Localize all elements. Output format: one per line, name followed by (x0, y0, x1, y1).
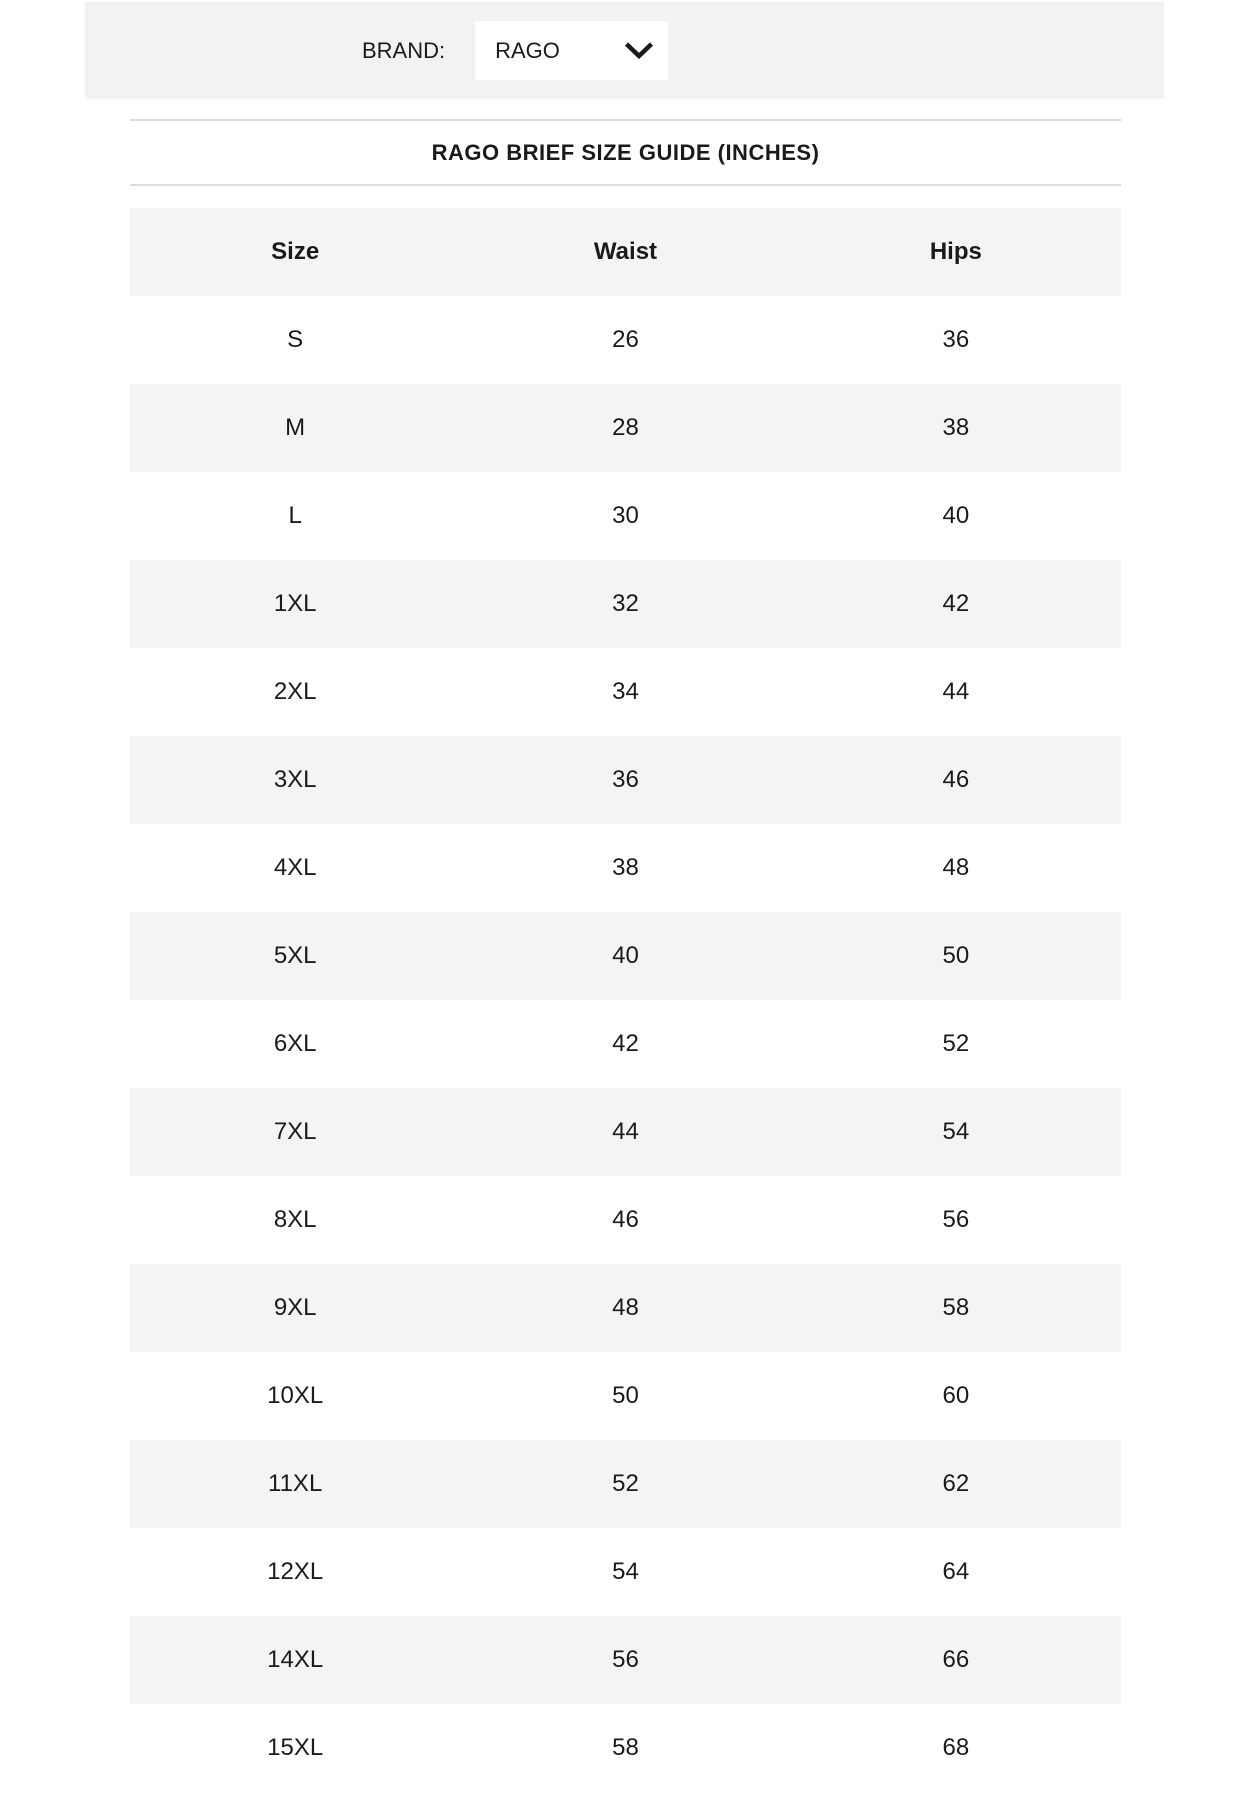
table-row (130, 824, 1121, 912)
chevron-down-icon (624, 42, 654, 59)
size-table-body (130, 296, 1121, 1792)
size-cell: 6XL (273, 1030, 317, 1057)
size-cell: 14XL (267, 1646, 324, 1673)
waist-cell: 44 (612, 1118, 639, 1145)
hips-cell: 54 (942, 1118, 970, 1145)
brand-label: BRAND: (362, 37, 446, 63)
table-row (130, 1440, 1121, 1528)
table-row (130, 1088, 1121, 1176)
size-cell: 9XL (273, 1294, 317, 1321)
size-cell: S (287, 326, 304, 353)
hips-cell: 64 (942, 1558, 970, 1585)
column-header-waist: Waist (460, 208, 790, 296)
brand-select[interactable] (475, 21, 668, 80)
hips-cell: 50 (942, 942, 970, 969)
column-header-size: Size (130, 208, 460, 296)
table-row (130, 648, 1121, 736)
hips-cell: 40 (942, 502, 970, 529)
table-row (130, 1264, 1121, 1352)
hips-cell: 66 (942, 1646, 970, 1673)
table-row (130, 736, 1121, 824)
waist-cell: 32 (612, 590, 639, 617)
waist-cell: 26 (612, 326, 639, 353)
hips-cell: 56 (942, 1206, 970, 1233)
waist-cell: 52 (612, 1470, 639, 1497)
hips-cell: 42 (942, 590, 970, 617)
hips-cell: 60 (942, 1382, 970, 1409)
table-row (130, 1000, 1121, 1088)
size-cell: 15XL (267, 1734, 324, 1761)
hips-cell: 48 (942, 854, 970, 881)
size-cell: 4XL (273, 854, 317, 881)
table-row (130, 472, 1121, 560)
waist-cell: 56 (612, 1646, 639, 1673)
waist-cell: 48 (612, 1294, 639, 1321)
table-row (130, 384, 1121, 472)
size-cell: M (285, 414, 306, 441)
waist-cell: 42 (612, 1030, 639, 1057)
brand-bar (85, 2, 1164, 99)
table-row (130, 1528, 1121, 1616)
table-row (130, 560, 1121, 648)
hips-cell: 52 (942, 1030, 970, 1057)
waist-cell: 50 (612, 1382, 639, 1409)
hips-cell: 38 (942, 414, 970, 441)
hips-cell: 58 (942, 1294, 970, 1321)
size-cell: 1XL (273, 590, 317, 617)
size-cell: 7XL (273, 1118, 317, 1145)
table-row (130, 912, 1121, 1000)
size-cell: 11XL (268, 1470, 323, 1497)
table-row (130, 1176, 1121, 1264)
size-cell: 2XL (273, 678, 317, 705)
waist-cell: 54 (612, 1558, 639, 1585)
hips-cell: 36 (942, 326, 970, 353)
brand-select-value: RAGO (495, 37, 560, 63)
waist-cell: 28 (612, 414, 639, 441)
column-header-hips: Hips (791, 208, 1121, 296)
size-cell: 10XL (267, 1382, 324, 1409)
hips-cell: 62 (942, 1470, 970, 1497)
size-cell: 3XL (273, 766, 317, 793)
size-cell: 8XL (273, 1206, 317, 1233)
waist-cell: 58 (612, 1734, 639, 1761)
table-row (130, 296, 1121, 384)
waist-cell: 36 (612, 766, 639, 793)
size-guide-table-container (130, 208, 1121, 1792)
waist-cell: 40 (612, 942, 639, 969)
hips-cell: 46 (942, 766, 970, 793)
waist-cell: 38 (612, 854, 639, 881)
size-cell: 5XL (273, 942, 317, 969)
waist-cell: 34 (612, 678, 639, 705)
waist-cell: 30 (612, 502, 639, 529)
table-row (130, 1352, 1121, 1440)
size-cell: 12XL (267, 1558, 324, 1585)
size-guide-title: RAGO BRIEF SIZE GUIDE (INCHES) (130, 119, 1121, 186)
size-guide-table (130, 208, 1121, 1792)
table-header-row (130, 208, 1121, 296)
table-row (130, 1704, 1121, 1792)
waist-cell: 46 (612, 1206, 639, 1233)
hips-cell: 44 (942, 678, 970, 705)
size-cell: L (288, 502, 302, 529)
hips-cell: 68 (942, 1734, 970, 1761)
table-row (130, 1616, 1121, 1704)
